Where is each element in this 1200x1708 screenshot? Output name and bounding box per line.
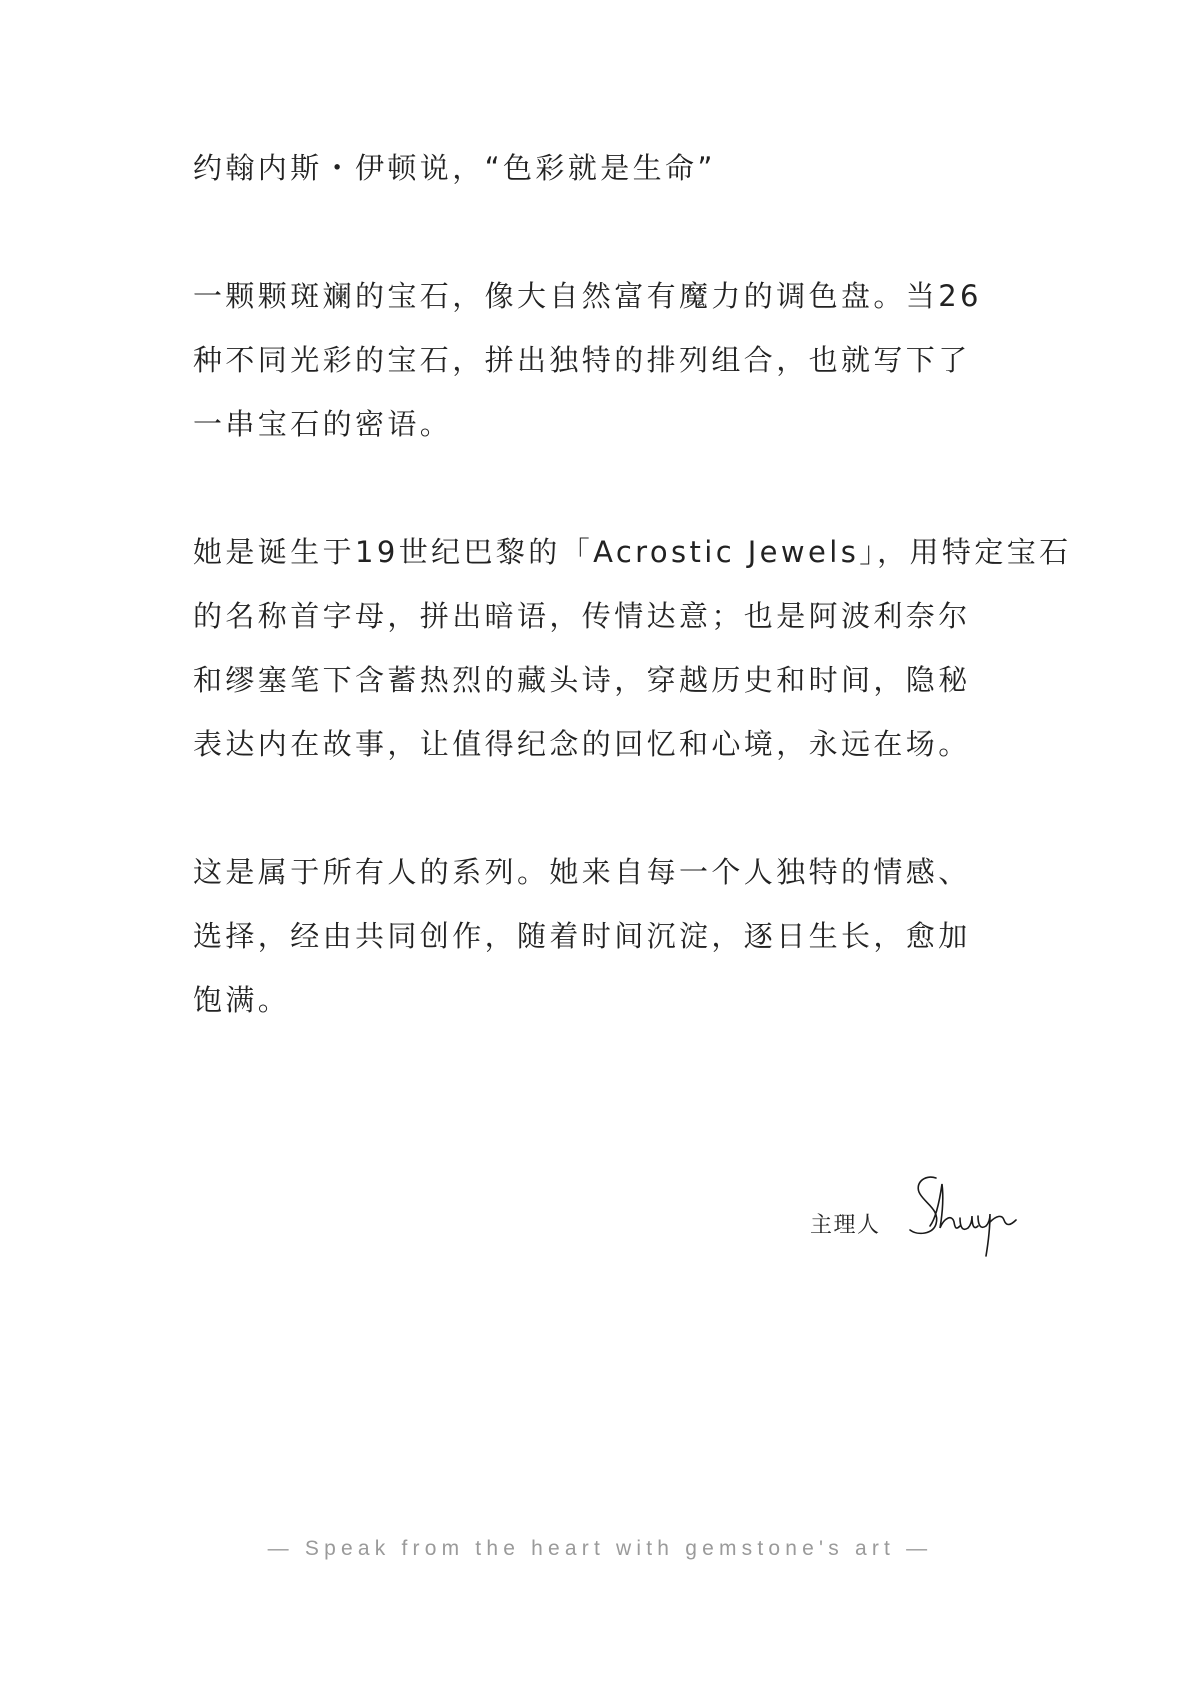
text-line: 饱满。 [193,983,291,1017]
footer-tagline: — Speak from the heart with gemstone's art — [267,1537,933,1560]
text-line: 和缪塞笔下含蓄热烈的藏头诗，穿越历史和时间，隐秘 [193,663,971,697]
text-line: 约翰内斯・伊顿说，“色彩就是生命” [193,151,716,185]
paragraph-quote [193,136,1023,200]
letter-body [193,136,1072,1032]
paragraph-gap [193,456,1023,520]
text-line: 一串宝石的密语。 [193,407,453,441]
text-line: 她是诞生于19世纪巴黎的「Acrostic Jewels」，用特定宝石 [193,535,1072,569]
text-line: 一颗颗斑斓的宝石，像大自然富有魔力的调色盘。当26 [193,279,982,313]
paragraph-acrostic [193,520,1072,776]
handwritten-signature [906,1170,1026,1260]
paragraph-gap [193,776,1023,840]
signature-block [810,1170,1030,1260]
signature-label: 主理人 [810,1213,881,1238]
text-line: 的名称首字母，拼出暗语，传情达意；也是阿波利奈尔 [193,599,971,633]
text-line: 表达内在故事，让值得纪念的回忆和心境，永远在场。 [193,727,971,761]
text-line: 选择，经由共同创作，随着时间沉淀，逐日生长，愈加 [193,919,971,953]
paragraph-gemstones [193,264,1023,456]
paragraph-collection [193,840,1023,1032]
text-line: 这是属于所有人的系列。她来自每一个人独特的情感、 [193,855,971,889]
paragraph-gap [193,200,1023,264]
text-line: 种不同光彩的宝石，拼出独特的排列组合，也就写下了 [193,343,971,377]
